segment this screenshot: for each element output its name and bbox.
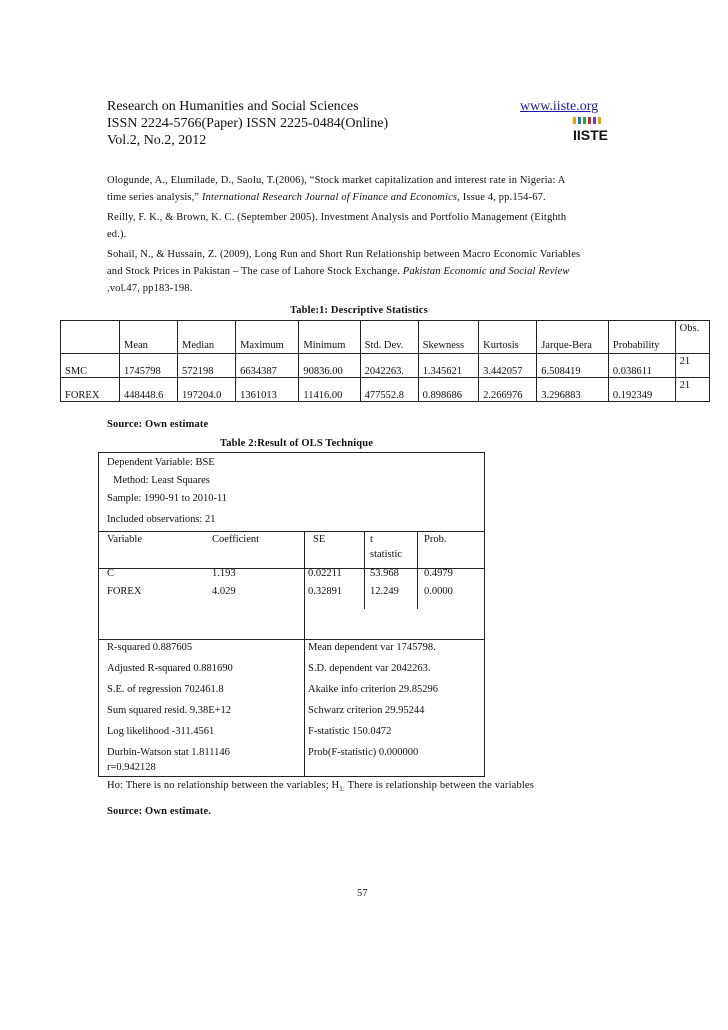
stat-right: S.D. dependent var 2042263.	[308, 663, 431, 674]
stat-right: Mean dependent var 1745798.	[308, 642, 436, 653]
col-header-statistic: statistic	[370, 549, 403, 560]
table-2-title: Table 2:Result of OLS Technique	[220, 438, 374, 449]
stat-right: Akaike info criterion 29.85296	[308, 684, 439, 695]
row-forex-se: 0.32891	[308, 586, 343, 597]
table-cell: 1361013	[236, 378, 299, 402]
reference-2-line-2: ed.).	[107, 229, 127, 240]
stat-left: Log likelihood -311.4561	[107, 726, 215, 737]
col-header-t: t	[370, 534, 373, 545]
table-header-cell: Jarque-Bera	[537, 321, 609, 354]
table-cell: 11416.00	[299, 378, 360, 402]
table-header-cell: Maximum	[236, 321, 299, 354]
stat-right: Schwarz criterion 29.95244	[308, 705, 425, 716]
row-forex-t: 12.249	[370, 586, 399, 597]
hypothesis-line: Ho: There is no relationship between the variables; $H_{1:}$ There is relationship between the variables	[107, 780, 534, 794]
descriptive-statistics-table	[60, 320, 710, 402]
row-c-variable: C	[107, 568, 115, 579]
volume-line: Vol.2, No.2, 2012	[107, 133, 207, 148]
stat-right: F-statistic 150.0472	[308, 726, 392, 737]
ols-results-table	[98, 452, 485, 777]
issn-line: ISSN 2224-5766(Paper) ISSN 2225-0484(Online)	[107, 116, 389, 131]
table-cell: 3.296883	[537, 378, 609, 402]
table-cell: 1.345621	[418, 354, 479, 378]
table-header-row	[61, 321, 710, 354]
row-forex-coefficient: 4.029	[212, 586, 236, 597]
table-cell: SMC	[61, 354, 120, 378]
table-row	[61, 378, 710, 402]
row-forex-prob: 0.0000	[424, 586, 453, 597]
stat-left: r=0.942128	[107, 762, 156, 773]
table-cell: FOREX	[61, 378, 120, 402]
table-cell: 21	[675, 354, 709, 378]
table-header-cell: Probability	[608, 321, 675, 354]
reference-3-line-3: ,vol.47, pp183-198.	[107, 283, 193, 294]
table-cell: 448448.6	[120, 378, 178, 402]
stat-right: Prob(F-statistic) 0.000000	[308, 747, 419, 758]
table-2-source: Source: Own estimate.	[107, 806, 212, 817]
table-header-cell: Minimum	[299, 321, 360, 354]
sample: Sample: 1990-91 to 2010-11	[107, 493, 228, 504]
table-header-cell: Mean	[120, 321, 178, 354]
page-number: 57	[357, 888, 368, 899]
table-header-cell	[61, 321, 120, 354]
reference-1-line-1: Ologunde, A., Elumilade, D., Saolu, T.(2006), “Stock market capitalization and interest rate in Nigeria: A	[107, 175, 566, 186]
observations: Included observations: 21	[107, 514, 216, 525]
table-cell: 2.266976	[479, 378, 537, 402]
col-header-prob: Prob.	[424, 534, 447, 545]
stat-left: Sum squared resid. 9.38E+12	[107, 705, 232, 716]
table-cell: 6.508419	[537, 354, 609, 378]
table-cell: 0.898686	[418, 378, 479, 402]
row-c-prob: 0.4979	[424, 568, 453, 579]
stat-left: Adjusted R-squared 0.881690	[107, 663, 233, 674]
stat-left: S.E. of regression 702461.8	[107, 684, 224, 695]
reference-3-line-2: and Stock Prices in Pakistan – The case of Lahore Stock Exchange. Pakistan Economic and Social Review	[107, 266, 570, 277]
table-header-cell: Skewness	[418, 321, 479, 354]
table-cell: 477552.8	[360, 378, 418, 402]
table-cell: 572198	[178, 354, 236, 378]
journal-title: Research on Humanities and Social Sciences	[107, 99, 359, 114]
row-c-t: 53.968	[370, 568, 399, 579]
col-header-se: SE	[313, 534, 326, 545]
iiste-logo	[572, 116, 612, 143]
table-cell: 6634387	[236, 354, 299, 378]
col-header-coefficient: Coefficient	[212, 534, 260, 545]
table-cell: 90836.00	[299, 354, 360, 378]
row-forex-variable: FOREX	[107, 586, 142, 597]
reference-3-line-1: Sohail, N., & Hussain, Z. (2009), Long Run and Short Run Relationship between Macro Economic Variables	[107, 249, 581, 260]
table-1-source: Source: Own estimate	[107, 419, 209, 430]
table-header-cell: Obs.	[675, 321, 709, 354]
table-header-cell: Median	[178, 321, 236, 354]
table-header-cell: Kurtosis	[479, 321, 537, 354]
stat-left: R-squared 0.887605	[107, 642, 193, 653]
table-cell: 2042263.	[360, 354, 418, 378]
row-c-se: 0.02211	[308, 568, 342, 579]
table-row	[61, 354, 710, 378]
row-c-coefficient: 1.193	[212, 568, 236, 579]
table-cell: 197204.0	[178, 378, 236, 402]
dependent-variable: Dependent Variable: BSE	[107, 457, 215, 468]
reference-2-line-1: Reilly, F. K., & Brown, K. C. (September 2005). Investment Analysis and Portfolio Management (Eitghth	[107, 212, 567, 223]
table-cell: 0.192349	[608, 378, 675, 402]
table-cell: 0.038611	[608, 354, 675, 378]
table-cell: 21	[675, 378, 709, 402]
method: Method: Least Squares	[113, 475, 210, 486]
table-cell: 1745798	[120, 354, 178, 378]
table-1-title: Table:1: Descriptive Statistics	[290, 305, 428, 316]
reference-1-line-2: time series analysis,” International Research Journal of Finance and Economics, Issue 4, pp.154-67.	[107, 192, 546, 203]
col-header-variable: Variable	[107, 534, 142, 545]
stat-left: Durbin-Watson stat 1.811146	[107, 747, 230, 758]
table-header-cell: Std. Dev.	[360, 321, 418, 354]
table-cell: 3.442057	[479, 354, 537, 378]
website-link[interactable]: www.iiste.org	[520, 99, 599, 114]
logo-text: IISTE	[573, 127, 609, 143]
